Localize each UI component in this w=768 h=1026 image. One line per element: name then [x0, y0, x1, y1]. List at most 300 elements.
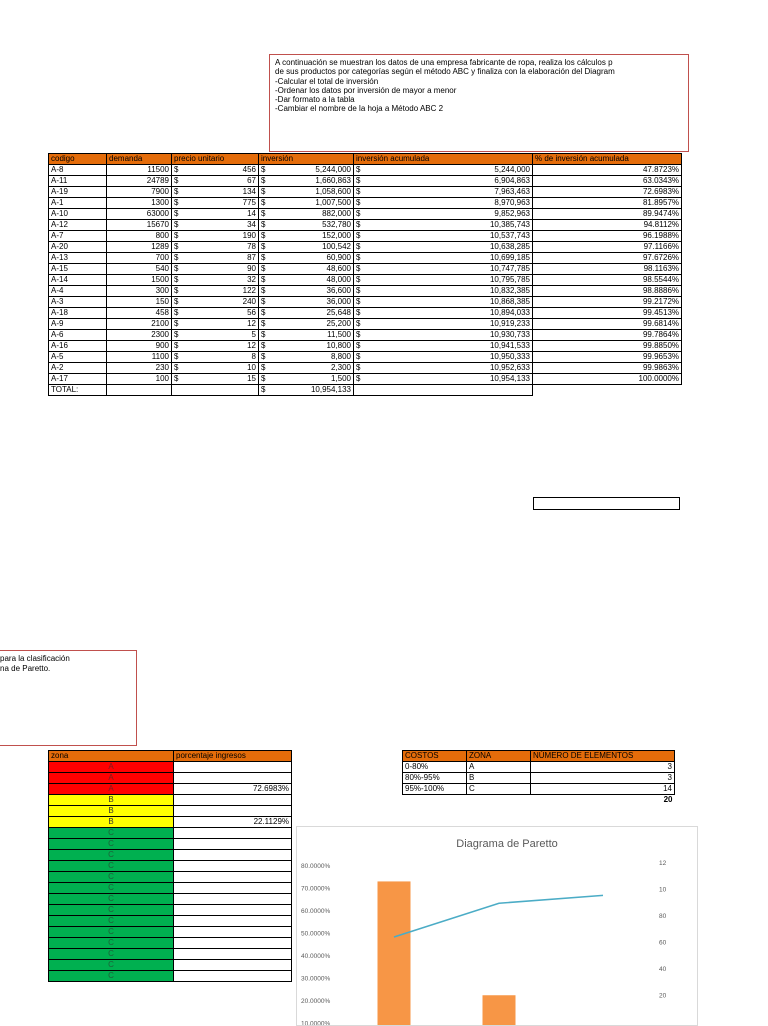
currency-symbol: $ [356, 209, 361, 218]
cell-acumulada[interactable] [354, 286, 533, 297]
cell-costos[interactable]: 80%-95% [403, 773, 467, 784]
col-header-costos[interactable]: COSTOS [403, 751, 467, 762]
cell-acumulada[interactable] [354, 220, 533, 231]
cell-zona[interactable]: A [467, 762, 531, 773]
currency-value: 10,868,385 [489, 297, 530, 306]
currency-symbol: $ [356, 253, 361, 262]
cell-precio[interactable] [172, 363, 259, 374]
zona-row [49, 960, 292, 971]
currency-value: 10,385,743 [489, 220, 530, 229]
cell-pct[interactable]: 99.8850% [533, 341, 682, 352]
cell-codigo[interactable]: A-3 [49, 297, 107, 308]
cell-precio[interactable] [172, 253, 259, 264]
currency-symbol: $ [261, 286, 266, 295]
cell-demanda[interactable]: 700 [107, 253, 172, 264]
currency-value: 882,000 [322, 209, 351, 218]
cell-pct[interactable]: 96.1988% [533, 231, 682, 242]
currency-value: 1,500 [330, 374, 351, 383]
cell-porcentaje[interactable] [174, 762, 292, 773]
cell-precio[interactable] [172, 264, 259, 275]
pareto-bar[interactable] [378, 881, 411, 1025]
col-header-inversion[interactable]: inversión [259, 154, 354, 165]
cell-precio[interactable] [172, 275, 259, 286]
cell-precio[interactable] [172, 297, 259, 308]
cell-codigo[interactable]: A-5 [49, 352, 107, 363]
cell-zona[interactable]: A [49, 773, 174, 784]
currency-cell [174, 220, 256, 230]
currency-cell [261, 242, 351, 252]
currency-cell [356, 330, 530, 340]
cell-codigo[interactable]: A-16 [49, 341, 107, 352]
currency-symbol: $ [174, 264, 179, 273]
cell-precio[interactable] [172, 319, 259, 330]
cell-porcentaje[interactable] [174, 861, 292, 872]
currency-value: 90 [247, 264, 256, 273]
cell-codigo[interactable]: A-18 [49, 308, 107, 319]
currency-symbol: $ [356, 176, 361, 185]
cell-codigo[interactable]: A-6 [49, 330, 107, 341]
cell-zona[interactable]: B [49, 806, 174, 817]
costos-row [403, 762, 675, 773]
col-header-demanda[interactable]: demanda [107, 154, 172, 165]
cell-porcentaje[interactable] [174, 806, 292, 817]
cell-pct[interactable]: 99.4513% [533, 308, 682, 319]
cell-pct[interactable]: 99.6814% [533, 319, 682, 330]
cell-zona[interactable]: C [49, 927, 174, 938]
zona-row [49, 916, 292, 927]
cell-inversion[interactable] [259, 319, 354, 330]
currency-value: 8 [251, 352, 256, 361]
cell-zona[interactable]: C [49, 839, 174, 850]
cell-precio[interactable] [172, 308, 259, 319]
cell-demanda[interactable]: 2100 [107, 319, 172, 330]
cell-demanda[interactable]: 63000 [107, 209, 172, 220]
zona-row [49, 773, 292, 784]
cell-porcentaje[interactable] [174, 828, 292, 839]
currency-value: 25,200 [326, 319, 351, 328]
currency-symbol: $ [174, 352, 179, 361]
cell-demanda[interactable]: 1289 [107, 242, 172, 253]
currency-value: 10 [247, 363, 256, 372]
currency-value: 10,800 [326, 341, 351, 350]
cell-pct[interactable]: 99.9653% [533, 352, 682, 363]
cell-porcentaje[interactable] [174, 949, 292, 960]
cell-demanda[interactable]: 900 [107, 341, 172, 352]
cell-codigo[interactable]: A-12 [49, 220, 107, 231]
zona-row [49, 861, 292, 872]
cell-codigo[interactable]: A-7 [49, 231, 107, 242]
currency-cell [174, 165, 256, 175]
cell-zona[interactable]: C [49, 883, 174, 894]
currency-cell [261, 352, 351, 362]
cell-zona[interactable]: A [49, 762, 174, 773]
currency-value: 1,660,863 [315, 176, 351, 185]
cell-codigo[interactable]: A-4 [49, 286, 107, 297]
cell-porcentaje[interactable] [174, 795, 292, 806]
currency-cell [174, 275, 256, 285]
currency-value: 10,894,033 [489, 308, 530, 317]
cell-inversion[interactable] [259, 330, 354, 341]
cell-numero[interactable]: 14 [531, 784, 675, 795]
cell-inversion[interactable] [259, 352, 354, 363]
currency-value: 34 [247, 220, 256, 229]
cell-codigo[interactable]: A-14 [49, 275, 107, 286]
cell-inversion[interactable] [259, 275, 354, 286]
cell-zona[interactable]: C [49, 916, 174, 927]
cell-demanda[interactable]: 7900 [107, 187, 172, 198]
y2-tick-label: 60 [659, 939, 667, 947]
cell-precio[interactable] [172, 330, 259, 341]
currency-symbol: $ [261, 253, 266, 262]
cell-acumulada[interactable] [354, 198, 533, 209]
cell-zona[interactable]: C [49, 905, 174, 916]
cell-porcentaje[interactable] [174, 894, 292, 905]
y2-tick-label: 80 [659, 913, 667, 920]
currency-value: 78 [247, 242, 256, 251]
cell-pct[interactable]: 94.8112% [533, 220, 682, 231]
cell-precio[interactable] [172, 209, 259, 220]
currency-cell [261, 220, 351, 230]
zona-row [49, 971, 292, 982]
currency-value: 5,244,000 [494, 165, 530, 174]
cell-precio[interactable] [172, 198, 259, 209]
currency-symbol: $ [261, 187, 266, 196]
cell-porcentaje[interactable]: 72.6983% [174, 784, 292, 795]
cell-acumulada[interactable] [354, 176, 533, 187]
cell-pct[interactable]: 97.6726% [533, 253, 682, 264]
cell-demanda[interactable]: 540 [107, 264, 172, 275]
cell-demanda[interactable]: 150 [107, 297, 172, 308]
col-header-precio[interactable]: precio unitario [172, 154, 259, 165]
currency-value: 10,747,785 [489, 264, 530, 273]
cell-zona[interactable]: C [49, 861, 174, 872]
currency-symbol: $ [356, 286, 361, 295]
cell-demanda[interactable]: 1100 [107, 352, 172, 363]
currency-value: 456 [242, 165, 256, 174]
cell-porcentaje[interactable] [174, 960, 292, 971]
total-label[interactable]: TOTAL: [49, 385, 107, 396]
cell-codigo[interactable]: A-1 [49, 198, 107, 209]
currency-cell [261, 363, 351, 373]
costos-row [403, 784, 675, 795]
cell-precio[interactable] [172, 286, 259, 297]
cell-acumulada[interactable] [354, 363, 533, 374]
currency-value: 5,244,000 [315, 165, 351, 174]
cell-demanda[interactable]: 230 [107, 363, 172, 374]
cell-inversion[interactable] [259, 165, 354, 176]
zona-row [49, 938, 292, 949]
cell-inversion[interactable] [259, 297, 354, 308]
cell-inversion[interactable] [259, 231, 354, 242]
col-header-pct[interactable]: % de inversión acumulada [533, 154, 682, 165]
cell-zona[interactable]: B [49, 795, 174, 806]
currency-cell [356, 242, 530, 252]
cell-porcentaje[interactable] [174, 971, 292, 982]
table-row [49, 352, 682, 363]
cell-inversion[interactable] [259, 286, 354, 297]
currency-value: 8,800 [330, 352, 351, 361]
cell-zona[interactable]: C [49, 960, 174, 971]
note-line: -Dar formato a la tabla [275, 95, 355, 105]
cell-zona[interactable]: B [49, 817, 174, 828]
y2-tick-label: 40 [659, 966, 667, 973]
cell-codigo[interactable]: A-11 [49, 176, 107, 187]
cell-zona[interactable]: C [467, 784, 531, 795]
currency-value: 12 [247, 341, 256, 350]
currency-value: 48,600 [326, 264, 351, 273]
empty-cell[interactable] [107, 385, 172, 396]
total-inversion[interactable] [259, 385, 354, 396]
cell-porcentaje[interactable] [174, 938, 292, 949]
cell-codigo[interactable]: A-19 [49, 187, 107, 198]
currency-cell [174, 253, 256, 263]
cell-zona[interactable]: C [49, 949, 174, 960]
cell-zona[interactable]: C [49, 850, 174, 861]
cell-pct[interactable]: 98.8886% [533, 286, 682, 297]
cell-porcentaje[interactable] [174, 850, 292, 861]
currency-symbol: $ [174, 231, 179, 240]
zona-row [49, 839, 292, 850]
cell-pct[interactable]: 99.9863% [533, 363, 682, 374]
cell-pct[interactable]: 99.7864% [533, 330, 682, 341]
table-row [49, 242, 682, 253]
empty-cell [467, 795, 531, 806]
currency-symbol: $ [261, 275, 266, 284]
cell-codigo[interactable]: A-2 [49, 363, 107, 374]
pareto-bar[interactable] [483, 995, 516, 1025]
cell-precio[interactable] [172, 220, 259, 231]
currency-value: 10,950,333 [489, 352, 530, 361]
cell-demanda[interactable]: 11500 [107, 165, 172, 176]
currency-symbol: $ [261, 319, 266, 328]
cell-acumulada[interactable] [354, 209, 533, 220]
currency-cell [261, 176, 351, 186]
cell-demanda[interactable]: 24789 [107, 176, 172, 187]
cell-porcentaje[interactable]: 22.1129% [174, 817, 292, 828]
cell-codigo[interactable]: A-20 [49, 242, 107, 253]
col-header-zona[interactable]: zona [49, 751, 174, 762]
currency-cell [174, 330, 256, 340]
cell-acumulada[interactable] [354, 374, 533, 385]
note-line: -Calcular el total de inversión [275, 76, 379, 86]
currency-value: 5 [251, 330, 256, 339]
currency-value: 2,300 [330, 363, 351, 372]
currency-symbol: $ [261, 220, 266, 229]
cell-demanda[interactable]: 2300 [107, 330, 172, 341]
currency-cell [261, 297, 351, 307]
currency-cell [261, 319, 351, 329]
empty-cell [403, 795, 467, 806]
cell-precio[interactable] [172, 176, 259, 187]
cell-pct[interactable]: 98.5544% [533, 275, 682, 286]
total-row [49, 385, 682, 396]
cell-pct[interactable]: 89.9474% [533, 209, 682, 220]
currency-value: 25,648 [326, 308, 351, 317]
cell-pct[interactable]: 97.1166% [533, 242, 682, 253]
cell-acumulada[interactable] [354, 165, 533, 176]
cell-pct[interactable]: 47.8723% [533, 165, 682, 176]
currency-symbol: $ [261, 363, 266, 372]
cell-acumulada[interactable] [354, 231, 533, 242]
cell-demanda[interactable]: 1300 [107, 198, 172, 209]
currency-cell [356, 363, 530, 373]
empty-cell[interactable] [172, 385, 259, 396]
zona-row [49, 905, 292, 916]
currency-value: 190 [242, 231, 256, 240]
currency-symbol: $ [174, 363, 179, 372]
cell-inversion[interactable] [259, 308, 354, 319]
currency-value: 87 [247, 253, 256, 262]
cell-zona[interactable]: A [49, 784, 174, 795]
cell-demanda[interactable]: 800 [107, 231, 172, 242]
cell-codigo[interactable]: A-10 [49, 209, 107, 220]
table-row [49, 198, 682, 209]
cell-demanda[interactable]: 15670 [107, 220, 172, 231]
cell-codigo[interactable]: A-17 [49, 374, 107, 385]
cell-acumulada[interactable] [354, 308, 533, 319]
cell-numero[interactable]: 3 [531, 773, 675, 784]
cell-porcentaje[interactable] [174, 773, 292, 784]
cell-codigo[interactable]: A-15 [49, 264, 107, 275]
cell-inversion[interactable] [259, 220, 354, 231]
cell-porcentaje[interactable] [174, 883, 292, 894]
zona-row [49, 883, 292, 894]
pareto-chart[interactable] [296, 826, 698, 1026]
cell-acumulada[interactable] [354, 242, 533, 253]
currency-symbol: $ [356, 319, 361, 328]
currency-value: 10,699,185 [489, 253, 530, 262]
cell-precio[interactable] [172, 242, 259, 253]
cell-acumulada[interactable] [354, 187, 533, 198]
cell-inversion[interactable] [259, 374, 354, 385]
cell-numero[interactable]: 3 [531, 762, 675, 773]
cell-acumulada[interactable] [354, 253, 533, 264]
cell-zona[interactable]: B [467, 773, 531, 784]
currency-symbol: $ [356, 264, 361, 273]
cell-precio[interactable] [172, 165, 259, 176]
currency-value: 1,058,600 [315, 187, 351, 196]
cell-acumulada[interactable] [354, 352, 533, 363]
currency-value: 10,832,385 [489, 286, 530, 295]
cell-acumulada[interactable] [354, 275, 533, 286]
currency-cell [261, 187, 351, 197]
cell-porcentaje[interactable] [174, 927, 292, 938]
currency-cell [261, 374, 351, 384]
cell-demanda[interactable]: 458 [107, 308, 172, 319]
cell-codigo[interactable]: A-13 [49, 253, 107, 264]
currency-symbol: $ [174, 176, 179, 185]
cumulative-line[interactable] [394, 895, 603, 937]
cell-inversion[interactable] [259, 363, 354, 374]
cell-porcentaje[interactable] [174, 839, 292, 850]
cell-pct[interactable]: 99.2172% [533, 297, 682, 308]
currency-cell [261, 231, 351, 241]
cell-demanda[interactable]: 100 [107, 374, 172, 385]
table-body [49, 165, 682, 396]
col-header-acumulada[interactable]: inversión acumulada [354, 154, 533, 165]
currency-symbol: $ [174, 242, 179, 251]
cell-acumulada[interactable] [354, 297, 533, 308]
zona-row [49, 806, 292, 817]
cell-porcentaje[interactable] [174, 872, 292, 883]
cell-precio[interactable] [172, 341, 259, 352]
costos-total[interactable]: 20 [663, 795, 673, 805]
currency-cell [174, 187, 256, 197]
cell-inversion[interactable] [259, 187, 354, 198]
currency-symbol: $ [356, 242, 361, 251]
cell-zona[interactable]: C [49, 938, 174, 949]
cell-zona[interactable]: C [49, 872, 174, 883]
empty-cell[interactable] [533, 497, 680, 510]
cell-inversion[interactable] [259, 242, 354, 253]
currency-cell [174, 319, 256, 329]
cell-porcentaje[interactable] [174, 905, 292, 916]
cell-inversion[interactable] [259, 176, 354, 187]
cell-acumulada[interactable] [354, 264, 533, 275]
cell-acumulada[interactable] [354, 341, 533, 352]
cell-inversion[interactable] [259, 253, 354, 264]
cell-inversion[interactable] [259, 341, 354, 352]
cell-costos[interactable]: 95%-100% [403, 784, 467, 795]
cell-precio[interactable] [172, 231, 259, 242]
cell-zona[interactable]: C [49, 828, 174, 839]
cell-zona[interactable]: C [49, 971, 174, 982]
currency-value: 100,542 [322, 242, 351, 251]
cell-pct[interactable]: 63.0343% [533, 176, 682, 187]
cell-inversion[interactable] [259, 264, 354, 275]
cell-precio[interactable] [172, 352, 259, 363]
cell-zona[interactable]: C [49, 894, 174, 905]
col-header-zona[interactable]: ZONA [467, 751, 531, 762]
cell-pct[interactable]: 81.8957% [533, 198, 682, 209]
costos-header-row [403, 751, 675, 762]
cell-demanda[interactable]: 1500 [107, 275, 172, 286]
empty-cell[interactable] [354, 385, 533, 396]
cell-codigo[interactable]: A-9 [49, 319, 107, 330]
note-line: de sus productos por categorías según el método ABC y finaliza con la elaboración del Diagram [275, 67, 615, 77]
cell-pct[interactable]: 72.6983% [533, 187, 682, 198]
col-header-porcentaje[interactable]: porcentaje ingresos [174, 751, 292, 762]
cell-pct[interactable]: 98.1163% [533, 264, 682, 275]
zona-row [49, 850, 292, 861]
col-header-numero[interactable]: NÚMERO DE ELEMENTOS [531, 751, 675, 762]
cell-inversion[interactable] [259, 209, 354, 220]
cell-demanda[interactable]: 300 [107, 286, 172, 297]
cell-porcentaje[interactable] [174, 916, 292, 927]
pareto-chart-svg [297, 827, 697, 1025]
cell-costos[interactable]: 0-80% [403, 762, 467, 773]
currency-symbol: $ [261, 176, 266, 185]
cell-acumulada[interactable] [354, 319, 533, 330]
cell-precio[interactable] [172, 374, 259, 385]
cell-pct[interactable]: 100.0000% [533, 374, 682, 385]
cell-precio[interactable] [172, 187, 259, 198]
currency-cell [356, 275, 530, 285]
cell-inversion[interactable] [259, 198, 354, 209]
currency-cell [261, 264, 351, 274]
currency-cell [356, 297, 530, 307]
col-header-codigo[interactable]: codigo [49, 154, 107, 165]
currency-cell [356, 253, 530, 263]
currency-cell [261, 330, 351, 340]
cell-acumulada[interactable] [354, 330, 533, 341]
currency-symbol: $ [356, 187, 361, 196]
cell-codigo[interactable]: A-8 [49, 165, 107, 176]
currency-cell [261, 308, 351, 318]
costos-total-row [403, 795, 675, 806]
table-row [49, 308, 682, 319]
y2-tick-label: 10 [659, 886, 667, 894]
